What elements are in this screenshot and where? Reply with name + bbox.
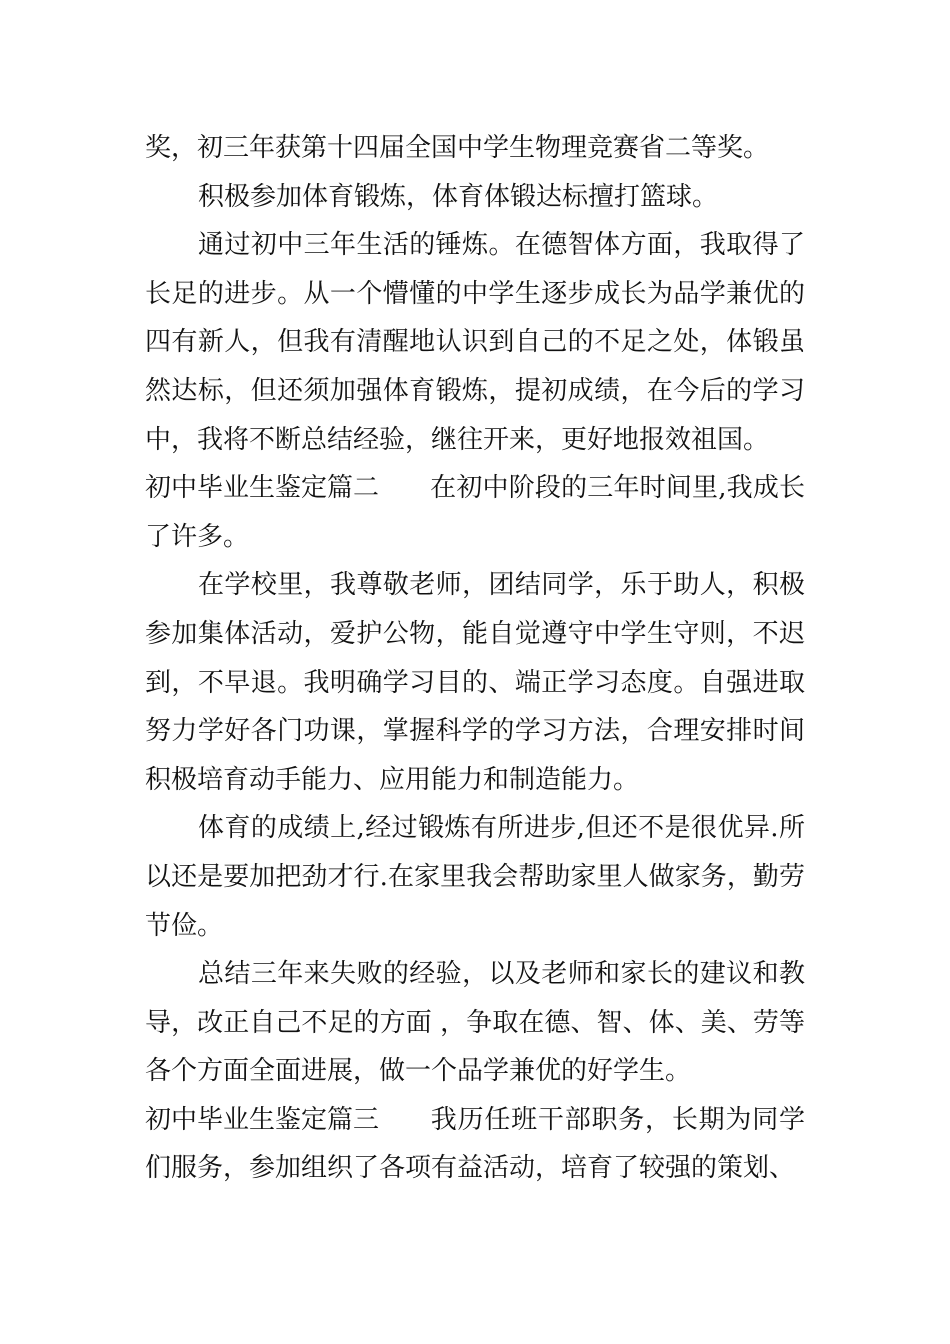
paragraph-pe: 体育的成绩上,经过锻炼有所进步,但还不是很优异.所以还是要加把劲才行.在家里我会帮助家里人做家务，勤劳节俭。 <box>145 813 805 941</box>
section-heading: 初中毕业生鉴定篇二 <box>145 473 380 504</box>
section-three <box>145 1096 805 1193</box>
section-intro: 我历任班干部职务，长期为同学们服务，参加组织了各项有益活动，培育了较强的策划、 <box>145 1104 805 1184</box>
paragraph-conclusion: 总结三年来失败的经验，以及老师和家长的建议和教导，改正自己不足的方面 ，争取在德、智、体、美、劳等各个方面全面进展，做一个品学兼优的好学生。 <box>145 959 805 1087</box>
section-two <box>145 464 805 561</box>
section-heading: 初中毕业生鉴定篇三 <box>145 1104 380 1135</box>
section-intro: 在初中阶段的三年时间里,我成长了许多。 <box>145 473 805 552</box>
paragraph-summary: 通过初中三年生活的锤炼。在德智体方面，我取得了长足的进步。从一个懵懂的中学生逐步成长为品学兼优的四有新人，但我有清醒地认识到自己的不足之处，体锻虽然达标，但还须加强体育锻炼，提初成绩，在今后的学习中，我将不断总结经验，继往开来，更好地报效祖国。 <box>145 230 805 455</box>
paragraph-award: 奖，初三年获第十四届全国中学生物理竞赛省二等奖。 <box>145 133 770 163</box>
document-body <box>145 124 805 1193</box>
paragraph-school: 在学校里，我尊敬老师，团结同学，乐于助人，积极参加集体活动，爱护公物，能自觉遵守中学生守则，不迟到，不早退。我明确学习目的、端正学习态度。自强进取努力学好各门功课，掌握科学的学习方法，合理安排时间积极培育动手能力、应用能力和制造能力。 <box>145 570 805 795</box>
paragraph-sports: 积极参加体育锻炼，体育体锻达标擅打篮球。 <box>198 181 719 212</box>
